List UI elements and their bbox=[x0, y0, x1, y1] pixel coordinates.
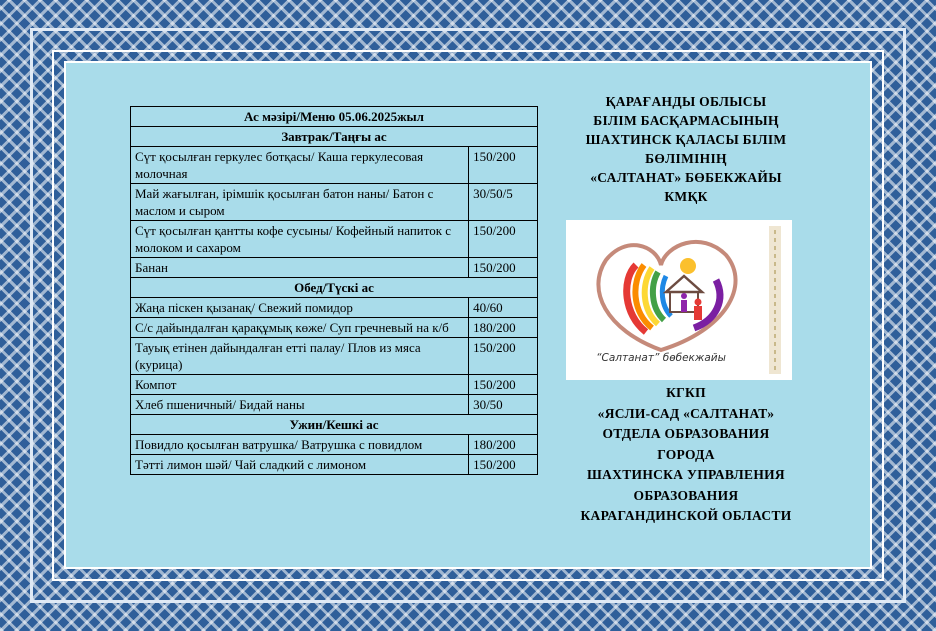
menu-item-name: Компот bbox=[131, 375, 469, 395]
menu-table bbox=[130, 106, 538, 475]
org-ru-line: «ЯСЛИ-САД «САЛТАНАТ» bbox=[597, 405, 775, 421]
menu-item-portion: 30/50/5 bbox=[469, 184, 538, 221]
org-kz-line: ШАХТИНСК ҚАЛАСЫ БІЛІМ bbox=[585, 132, 787, 147]
org-kz-line: «САЛТАНАТ» БӨБЕКЖАЙЫ bbox=[590, 170, 782, 185]
menu-item-row bbox=[131, 221, 538, 258]
menu-section-title: Ужин/Кешкі ас bbox=[131, 415, 538, 435]
menu-item-portion: 180/200 bbox=[469, 318, 538, 338]
org-ru-line: ОТДЕЛА ОБРАЗОВАНИЯ bbox=[602, 426, 770, 441]
menu-item-row bbox=[131, 184, 538, 221]
menu-item-name: Жаңа піскен қызанақ/ Свежий помидор bbox=[131, 298, 469, 318]
menu-title: Ас мәзірі/Меню 05.06.2025жыл bbox=[131, 107, 538, 127]
menu-item-name: Хлеб пшеничный/ Бидай наны bbox=[131, 395, 469, 415]
menu-item-row bbox=[131, 395, 538, 415]
menu-section-title: Завтрак/Таңғы ас bbox=[131, 127, 538, 147]
org-ru-line: ШАХТИНСКА УПРАВЛЕНИЯ bbox=[587, 467, 785, 482]
menu-item-portion: 30/50 bbox=[469, 395, 538, 415]
menu-item-row bbox=[131, 455, 538, 475]
menu-item-portion: 150/200 bbox=[469, 258, 538, 278]
menu-item-portion: 180/200 bbox=[469, 435, 538, 455]
org-kz-line: КМҚК bbox=[664, 189, 708, 204]
org-ru-line: ОБРАЗОВАНИЯ bbox=[633, 487, 739, 503]
org-ru-line: КГКП bbox=[666, 385, 706, 400]
logo-caption: “Салтанат” бөбекжайы bbox=[596, 352, 726, 364]
menu-item-portion: 150/200 bbox=[469, 338, 538, 375]
org-name-kz bbox=[560, 92, 812, 206]
menu-item-name: Тауық етінен дайындалған етті палау/ Плов из мяса (курица) bbox=[131, 338, 469, 375]
menu-item-portion: 150/200 bbox=[469, 221, 538, 258]
menu-item-name: Май жағылған, ірімшік қосылған батон наны/ Батон с маслом и сыром bbox=[131, 184, 469, 221]
menu-item-name: С/с дайындалған қарақұмық көже/ Суп гречневый на к/б bbox=[131, 318, 469, 338]
org-kz-line: БІЛІМ БАСҚАРМАСЫНЫҢ bbox=[593, 113, 779, 128]
menu-item-row bbox=[131, 375, 538, 395]
menu-item-row bbox=[131, 258, 538, 278]
menu-section-title: Обед/Түскі ас bbox=[131, 278, 538, 298]
menu-item-portion: 40/60 bbox=[469, 298, 538, 318]
org-kz-line: ҚАРАҒАНДЫ ОБЛЫСЫ bbox=[605, 94, 767, 109]
org-ru-line: КАРАГАНДИНСКОЙ ОБЛАСТИ bbox=[580, 508, 792, 523]
menu-item-portion: 150/200 bbox=[469, 375, 538, 395]
menu-title-row bbox=[131, 107, 538, 127]
menu-item-portion: 150/200 bbox=[469, 147, 538, 184]
menu-item-row bbox=[131, 338, 538, 375]
menu-item-row bbox=[131, 147, 538, 184]
menu-item-portion: 150/200 bbox=[469, 455, 538, 475]
menu-item-row bbox=[131, 435, 538, 455]
menu-item-name: Повидло қосылған ватрушка/ Ватрушка с повидлом bbox=[131, 435, 469, 455]
org-kz-line: БӨЛІМІНІҢ bbox=[645, 151, 727, 166]
org-ru-line: ГОРОДА bbox=[657, 446, 715, 462]
menu-section-row bbox=[131, 415, 538, 435]
menu-item-name: Сүт қосылған қантты кофе сусыны/ Кофейный напиток с молоком и сахаром bbox=[131, 221, 469, 258]
org-name-ru bbox=[550, 383, 822, 527]
menu-item-name: Банан bbox=[131, 258, 469, 278]
kindergarten-logo bbox=[566, 220, 792, 380]
menu-item-row bbox=[131, 318, 538, 338]
menu-item-name: Сүт қосылған геркулес ботқасы/ Каша геркулесовая молочная bbox=[131, 147, 469, 184]
menu-item-row bbox=[131, 298, 538, 318]
menu-section-row bbox=[131, 278, 538, 298]
menu-section-row bbox=[131, 127, 538, 147]
menu-item-name: Тәтті лимон шәй/ Чай сладкий с лимоном bbox=[131, 455, 469, 475]
